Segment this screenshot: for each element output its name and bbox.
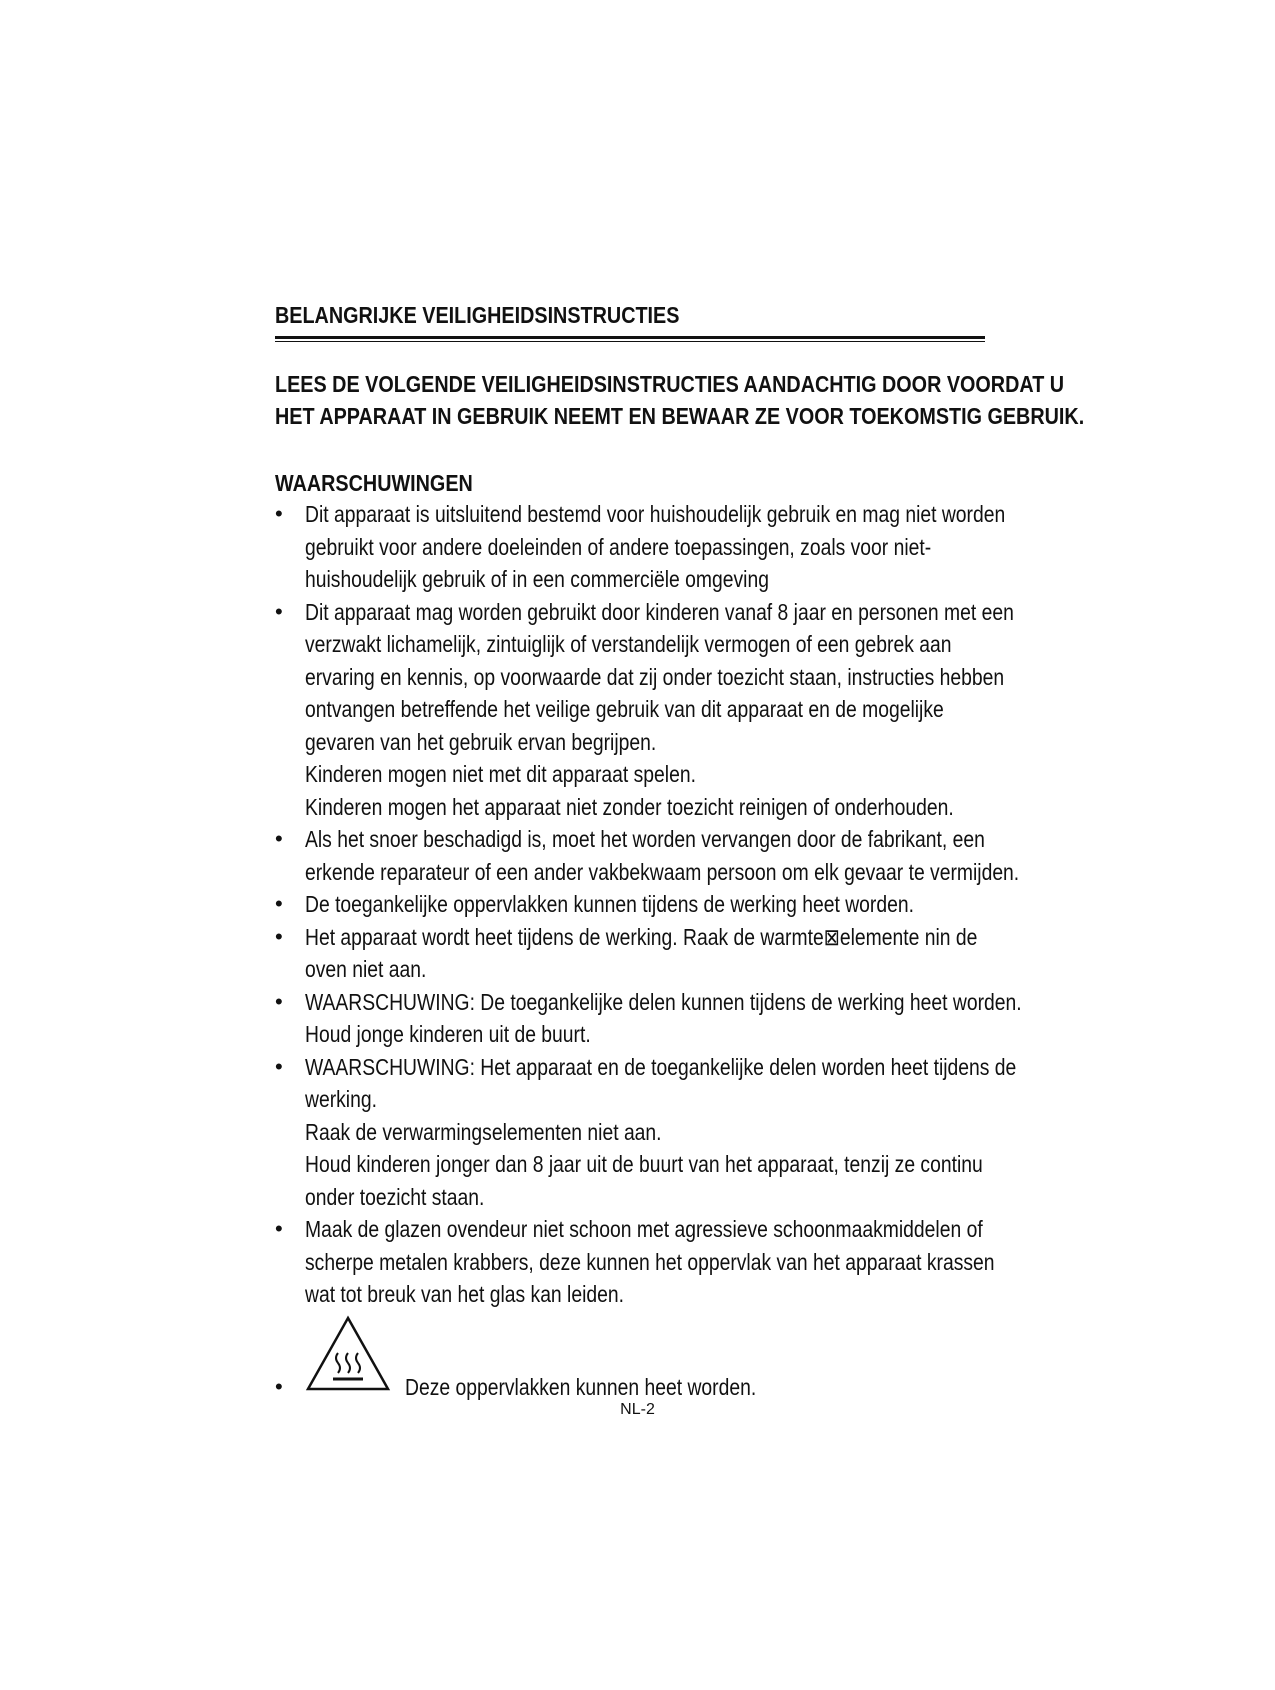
bullet: • — [275, 891, 283, 916]
list-item-line: De toegankelijke oppervlakken kunnen tijdens de werking heet worden. — [305, 891, 914, 917]
hot-surface-warning — [275, 1315, 995, 1407]
list-item-line: gevaren van het gebruik ervan begrijpen. — [305, 728, 657, 755]
list-item-line: Raak de verwarmingselementen niet aan. — [305, 1118, 662, 1145]
list-item-line: gebruikt voor andere doeleinden of andere toepassingen, zoals voor niet- — [305, 533, 932, 560]
bullet: • — [275, 598, 283, 624]
list-item-line: Houd jonge kinderen uit de buurt. — [305, 1021, 591, 1047]
bullet: • — [275, 1216, 283, 1241]
bullet: • — [275, 1373, 283, 1399]
warnings-list — [275, 498, 1022, 1311]
title-double-rule — [275, 336, 985, 342]
list-item-line: werking. — [305, 1086, 377, 1112]
lead-paragraph — [275, 368, 1085, 432]
list-item-line: wat tot breuk van het glas kan leiden. — [305, 1281, 624, 1307]
list-item-line: Houd kinderen jonger dan 8 jaar uit de buurt van het apparaat, tenzij ze continu — [305, 1151, 983, 1177]
list-item-line: Kinderen mogen niet met dit apparaat spelen. — [305, 761, 696, 787]
list-item — [275, 1213, 995, 1311]
list-item-line: Maak de glazen ovendeur niet schoon met agressieve schoonmaakmiddelen of — [305, 1216, 983, 1242]
list-item — [275, 823, 1020, 888]
bullet: • — [275, 988, 283, 1014]
list-item-line: Als het snoer beschadigd is, moet het worden vervangen door de fabrikant, een — [305, 826, 985, 852]
bullet: • — [275, 923, 283, 949]
list-item-line: erkende reparateur of een ander vakbekwaam persoon om elk gevaar te vermijden. — [305, 858, 1020, 885]
list-item — [275, 1051, 1017, 1214]
hot-surface-warning-text: Deze oppervlakken kunnen heet worden. — [405, 1373, 757, 1400]
list-item — [275, 986, 1022, 1051]
safety-instructions — [275, 300, 1085, 1407]
list-item — [275, 921, 995, 986]
list-item-line: verzwakt lichamelijk, zintuiglijk of verstandelijk vermogen of een gebrek aan — [305, 631, 952, 657]
bullet: • — [275, 826, 283, 851]
list-item-line: WAARSCHUWING: Het apparaat en de toegankelijke delen worden heet tijdens de — [305, 1053, 1017, 1080]
list-item-line: Het apparaat wordt heet tijdens de werking. Raak de warmte⊠elemente nin de — [305, 923, 978, 950]
list-item-line: huishoudelijk gebruik of in een commerciële omgeving — [305, 566, 769, 592]
bullet: • — [275, 501, 283, 526]
section-heading-warnings: WAARSCHUWINGEN — [275, 470, 473, 496]
list-item-line: onder toezicht staan. — [305, 1183, 485, 1210]
bullet: • — [275, 1053, 283, 1079]
page-title: BELANGRIJKE VEILIGHEIDSINSTRUCTIES — [275, 302, 680, 328]
list-item-line: Kinderen mogen het apparaat niet zonder toezicht reinigen of onderhouden. — [305, 793, 954, 820]
page-number: NL-2 — [620, 1401, 655, 1418]
list-item-line: WAARSCHUWING: De toegankelijke delen kunnen tijdens de werking heet worden. — [305, 988, 1022, 1015]
lead-line: LEES DE VOLGENDE VEILIGHEIDSINSTRUCTIES AANDACHTIG DOOR VOORDAT U — [275, 371, 1065, 397]
hot-surface-warning-icon — [305, 1315, 391, 1393]
list-item — [275, 596, 1014, 824]
list-item-line: ontvangen betreffende het veilige gebruik van dit apparaat en de mogelijke — [305, 696, 944, 722]
lead-line: HET APPARAAT IN GEBRUIK NEEMT EN BEWAAR ZE VOOR TOEKOMSTIG GEBRUIK. — [275, 403, 1085, 429]
list-item — [275, 888, 995, 921]
list-item-line: scherpe metalen krabbers, deze kunnen het oppervlak van het apparaat krassen — [305, 1248, 995, 1275]
list-item-line: ervaring en kennis, op voorwaarde dat zij onder toezicht staan, instructies hebben — [305, 663, 1005, 690]
list-item-line: oven niet aan. — [305, 956, 427, 982]
list-item — [275, 498, 1006, 596]
list-item-line: Dit apparaat mag worden gebruikt door kinderen vanaf 8 jaar en personen met een — [305, 598, 1014, 625]
list-item-line: Dit apparaat is uitsluitend bestemd voor huishoudelijk gebruik en mag niet worden — [305, 501, 1006, 527]
